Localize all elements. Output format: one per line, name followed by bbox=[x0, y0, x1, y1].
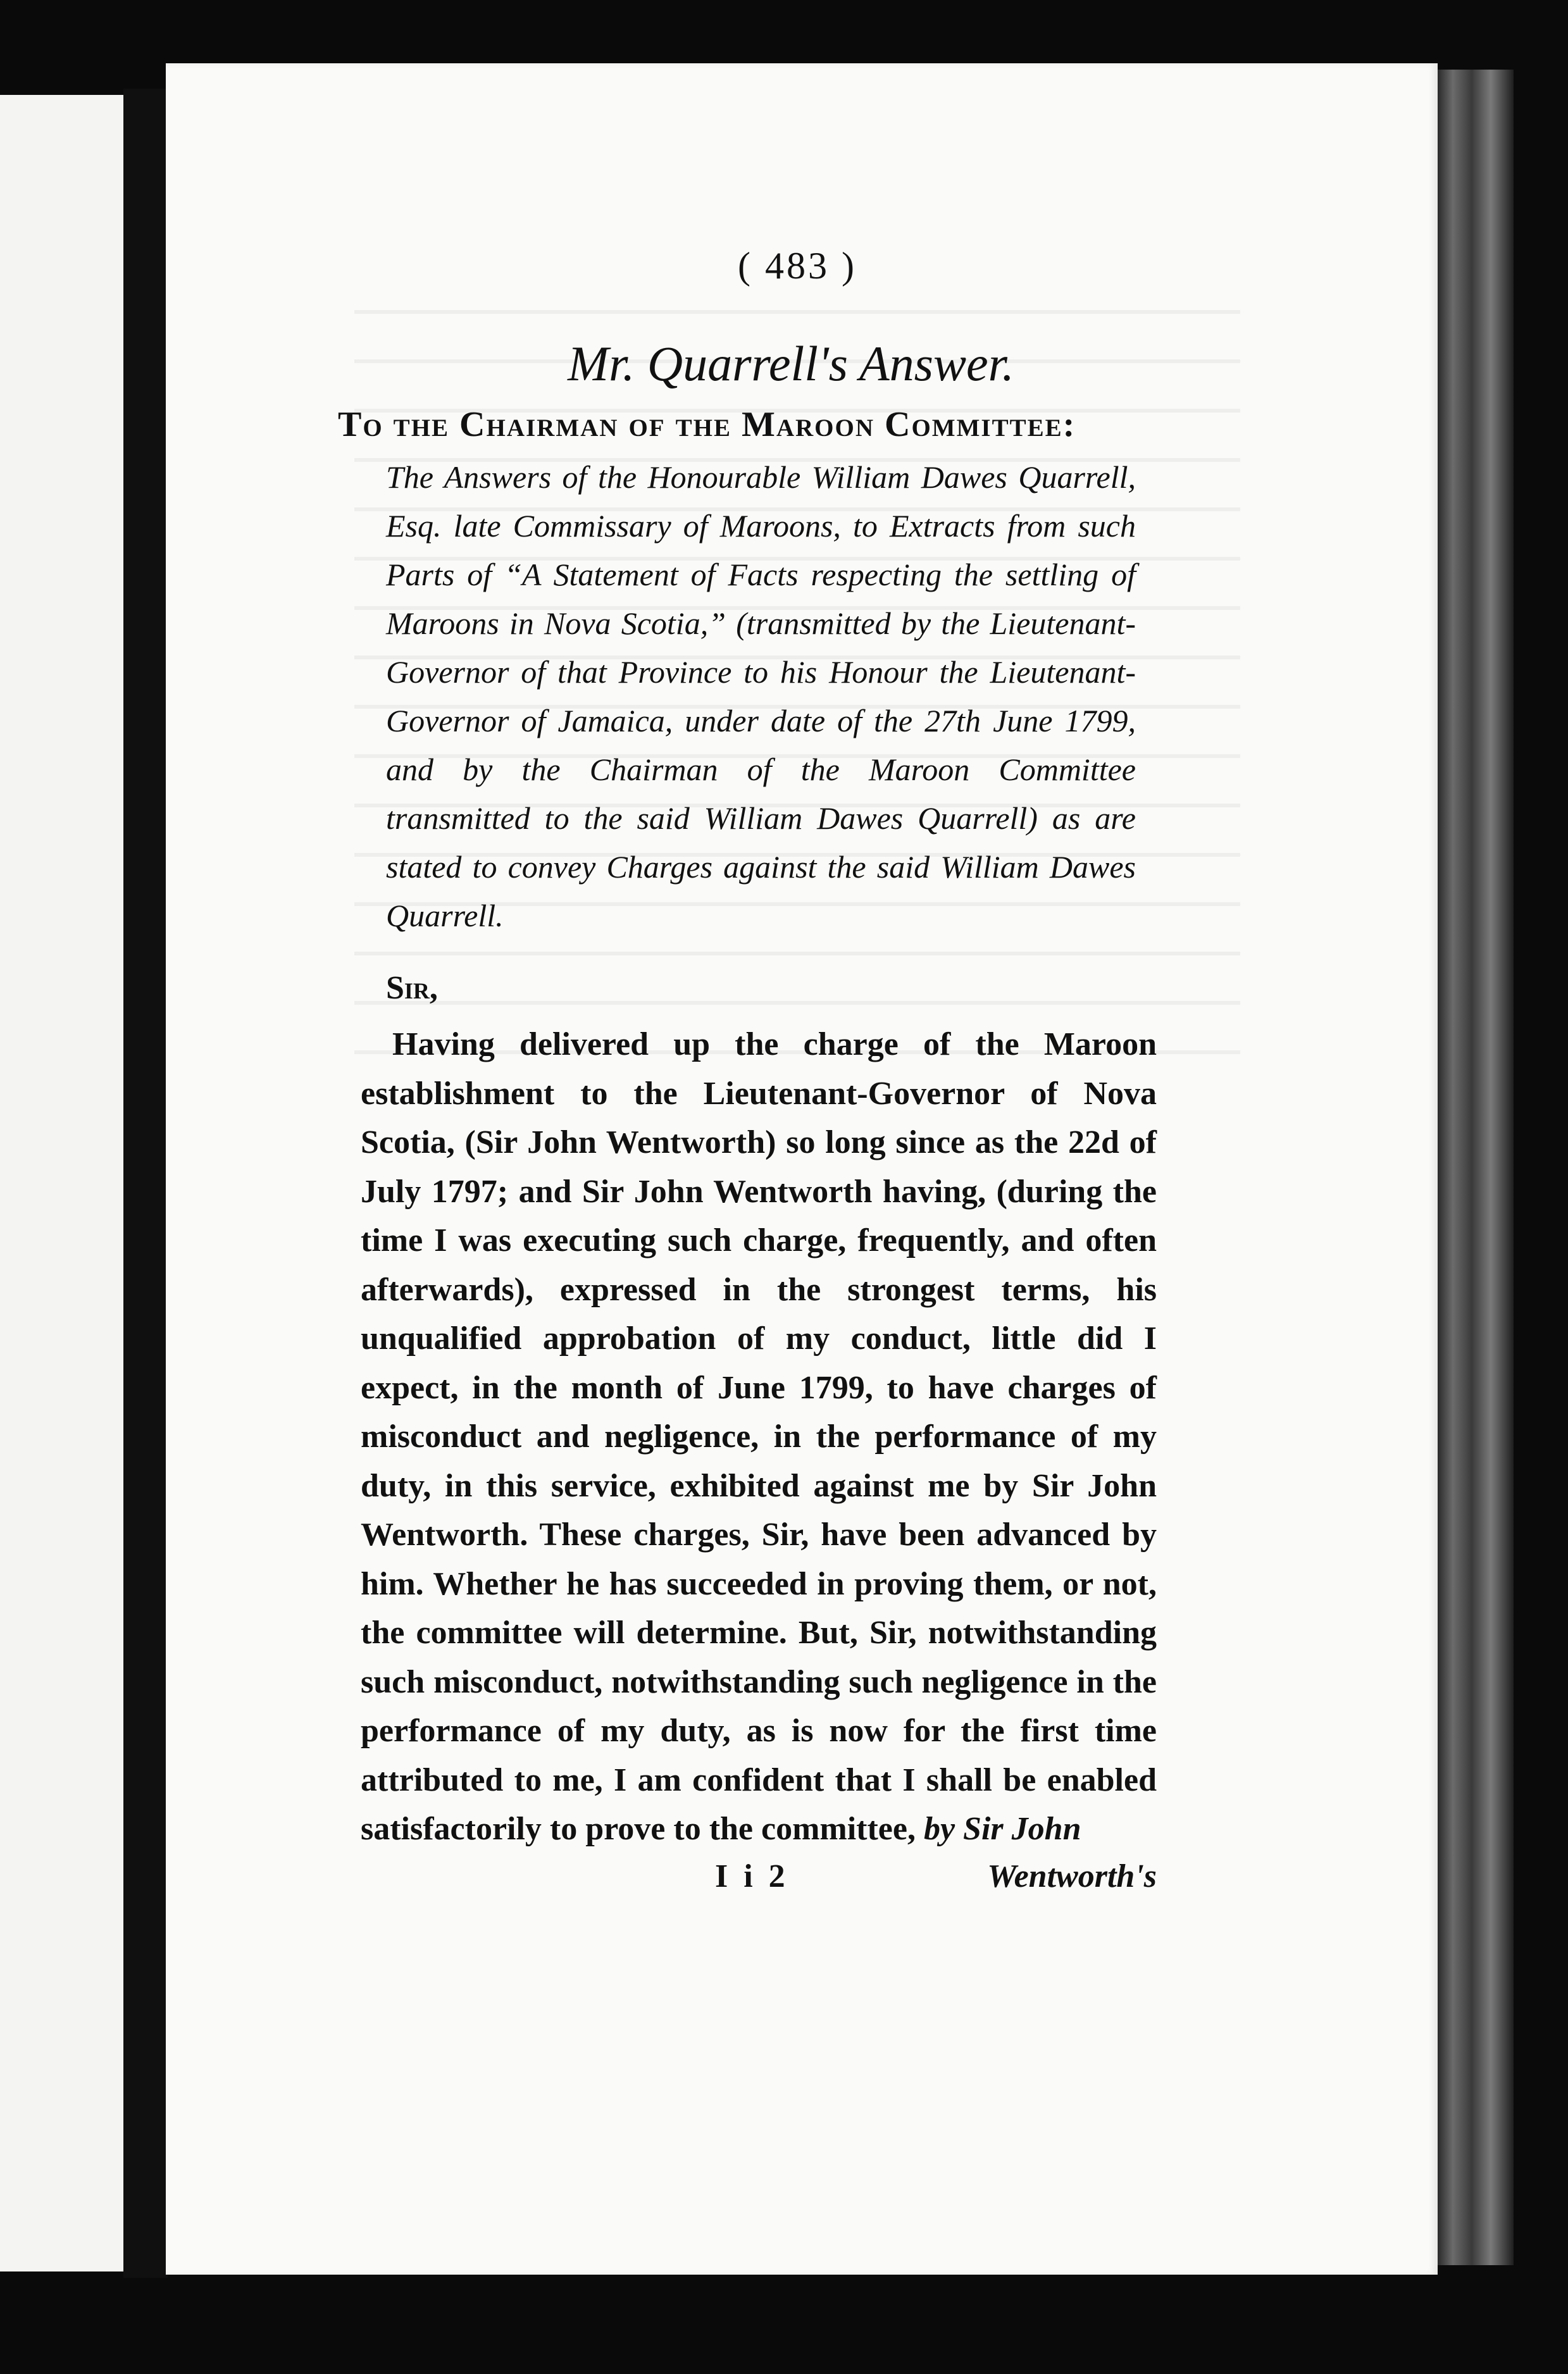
address-line: To the Chairman of the Maroon Committee: bbox=[338, 405, 1076, 444]
body-text: Having delivered up the charge of the Maroon establishment to the Lieutenant-Governor of Nova Scotia, (Sir John Wentworth) so long since as the 22d of July 1797; and Sir John Wentworth having, (during the time I was executing such charge, frequently, and often afterwards), expressed in the strongest terms, his unqualified approbation of my conduct, little did I expect, in the month of June 1799, to have charges of misconduct and negligence, in the performance of my duty, in this service, exhibited against me by Sir John Wentworth. These charges, Sir, have been advanced by him. Whether he has succeeded in proving them, or not, the committee will determine. But, Sir, notwithstanding such misconduct, notwithstanding such negligence in the performance of my duty, as is now for the first time attributed to me, I am confident that I shall be enabled satisfactorily to prove to the committee, bbox=[361, 1026, 1157, 1847]
signature-mark: I i 2 bbox=[715, 1858, 789, 1894]
body-paragraph bbox=[361, 1020, 1157, 1854]
subtitle-paragraph: The Answers of the Honourable William Dawes Quarrell, Esq. late Commissary of Maroons, to Extracts from such Parts of “A Statement of Facts respecting the settling of Maroons in Nova Scotia,” (transmitted by the Lieutenant-Governor of that Province to his Honour the Lieutenant-Governor of Jamaica, under date of the 27th June 1799, and by the Chairman of the Maroon Committee transmitted to the said William Dawes Quarrell) as are stated to convey Charges against the said William Dawes Quarrell. bbox=[386, 459, 1136, 933]
salutation: Sir, bbox=[386, 970, 438, 1006]
page-number: ( 483 ) bbox=[738, 245, 857, 287]
book-gutter bbox=[123, 89, 168, 2278]
page-fore-edge bbox=[1438, 70, 1514, 2265]
page-title: Mr. Quarrell's Answer. bbox=[568, 336, 1014, 391]
catchword: Wentworth's bbox=[987, 1858, 1157, 1894]
page-text-block bbox=[338, 240, 1202, 1908]
page-footer bbox=[361, 1858, 1157, 1908]
body-italic-end: by Sir John bbox=[923, 1811, 1081, 1847]
facing-page-edge bbox=[0, 95, 123, 2271]
